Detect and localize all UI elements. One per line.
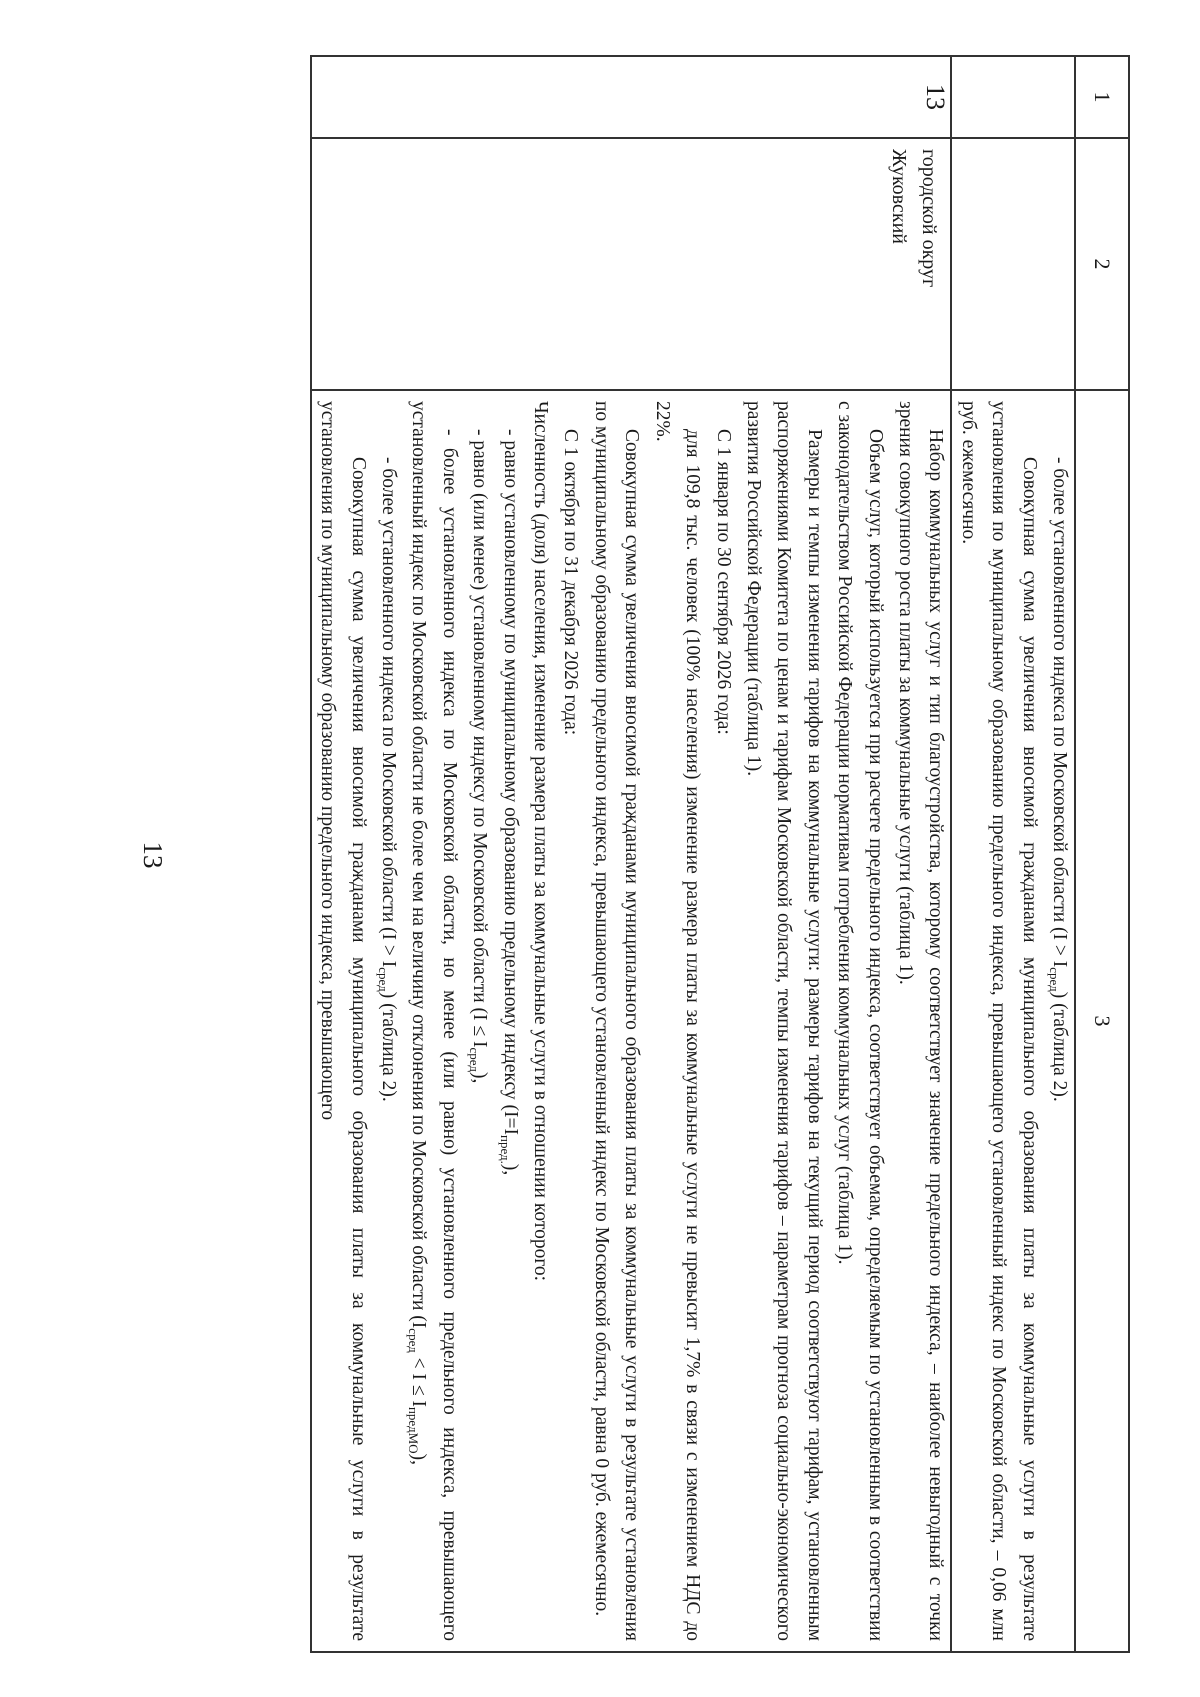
le-avg-text: - равно (или менее) установленному индексу по Московской области (I ≤ I (469, 429, 491, 1048)
tariffs-paragraph: Размеры и темпы изменения тарифов на коммунальные услуги: размеры тарифов на текущий период соответствуют тарифам, установленным распоряжениями Комитета по ценам и тарифам Московской области, темпы изменения тарифов – параметрам прогноза социально-экономического развития Российской Федерации (таблица 1). (742, 401, 825, 1641)
table-row-continued (951, 56, 1075, 1652)
continued-above-avg-item (1044, 401, 1074, 1641)
continued-number-cell (951, 56, 1075, 138)
between-mid: < I ≤ I (408, 1352, 430, 1407)
period-2-heading: С 1 октября по 31 декабря 2026 года: (560, 429, 582, 736)
summary-table (310, 55, 1130, 1653)
above-avg-suffix: ) (таблица 2). (378, 991, 400, 1102)
period-1-heading: С 1 января по 30 сентября 2026 года: (712, 429, 734, 735)
le-avg-sub: сред (467, 1047, 483, 1072)
population-share-paragraph: Численность (доля) населения, изменение размера платы за коммунальные услуги в отношении которого: (530, 401, 552, 1282)
equal-limit-suffix: ), (499, 1163, 521, 1176)
period-1-total-sum: Совокупная сумма увеличения вносимой гражданами муниципального образования платы за коммунальные услуги в результате установления по муниципальному образованию предельного индекса, превышающего установленный индекс по Московской области, равна 0 руб. ежемесячно. (590, 401, 643, 1641)
list-item-between (403, 401, 464, 1641)
continued-above-avg-text: - более установленного индекса по Московской области (I > I (1049, 457, 1070, 968)
between-suffix: ), (408, 1453, 430, 1465)
municipality-cell (311, 138, 952, 390)
continued-above-avg-sub: сред (1047, 967, 1062, 992)
row-number: 13 (311, 56, 952, 138)
table-row-13 (311, 56, 952, 1652)
list-item-above-avg (373, 401, 403, 1641)
list-item-le-avg (464, 401, 494, 1641)
table-header-row (1075, 56, 1129, 1652)
period-2-total-sum: Совокупная сумма увеличения вносимой гражданами муниципального образования платы за коммунальные услуги в результате установления по муниципальному образованию предельного индекса, превышающего (317, 401, 369, 1641)
landscape-page (65, 55, 1130, 1645)
equal-limit-text: - равно установленному по муниципальному образованию предельному индексу (I=I (499, 429, 521, 1135)
header-col-2: 2 (1075, 138, 1129, 390)
continued-total-sum-paragraph: Совокупная сумма увеличения вносимой гражданами муниципального образования платы за коммунальные услуги в результате установления по муниципальному образованию предельного индекса, превышающего установленный индекс по Московской области, – 0,06 млн руб. ежемесячно. (957, 401, 1040, 1641)
list-item-equal-limit (494, 401, 524, 1641)
between-text: - более установленного индекса по Московской области, но менее (или равно) установленного предельного индекса, превышающего установленный индекс по Московской области не более чем на величину отклонения по Московской области (I (408, 401, 460, 1641)
row-text-cell (311, 390, 952, 1652)
continued-above-avg-suffix: ) (таблица 2). (1049, 991, 1070, 1102)
above-avg-sub: сред (376, 967, 392, 992)
municipality-name: городской округ Жуковский (888, 149, 941, 288)
between-sub-2: предМО (406, 1406, 422, 1454)
services-volume-paragraph: Объем услуг, который используется при расчете предельного индекса, соответствует объемам, определяемым по установленным в соответствии с законодательством Российской Федерации нормативам потребления коммунальных услуг (таблица 1). (834, 401, 886, 1641)
services-set-paragraph: Набор коммунальных услуг и тип благоустройства, которому соответствует значение предельного индекса, – наиболее невыгодный с точки зрения совокупного роста платы за коммунальные услуги (таблица 1). (894, 401, 947, 1641)
continued-text-cell (951, 390, 1075, 1652)
between-sub-1: сред (406, 1328, 422, 1353)
period-1-population: для 109,8 тыс. человек (100% населения) изменение размера платы за коммунальные услуги не превысит 1,7% в связи с изменением НДС до 22%. (651, 401, 704, 1641)
page-number: 13 (138, 841, 168, 869)
above-avg-text: - более установленного индекса по Московской области (I > I (378, 457, 400, 968)
continued-municipality-cell (951, 138, 1075, 390)
le-avg-suffix: ), (469, 1071, 491, 1084)
header-col-1: 1 (1075, 56, 1129, 138)
header-col-3: 3 (1075, 390, 1129, 1652)
equal-limit-sub: пред. (497, 1135, 513, 1164)
